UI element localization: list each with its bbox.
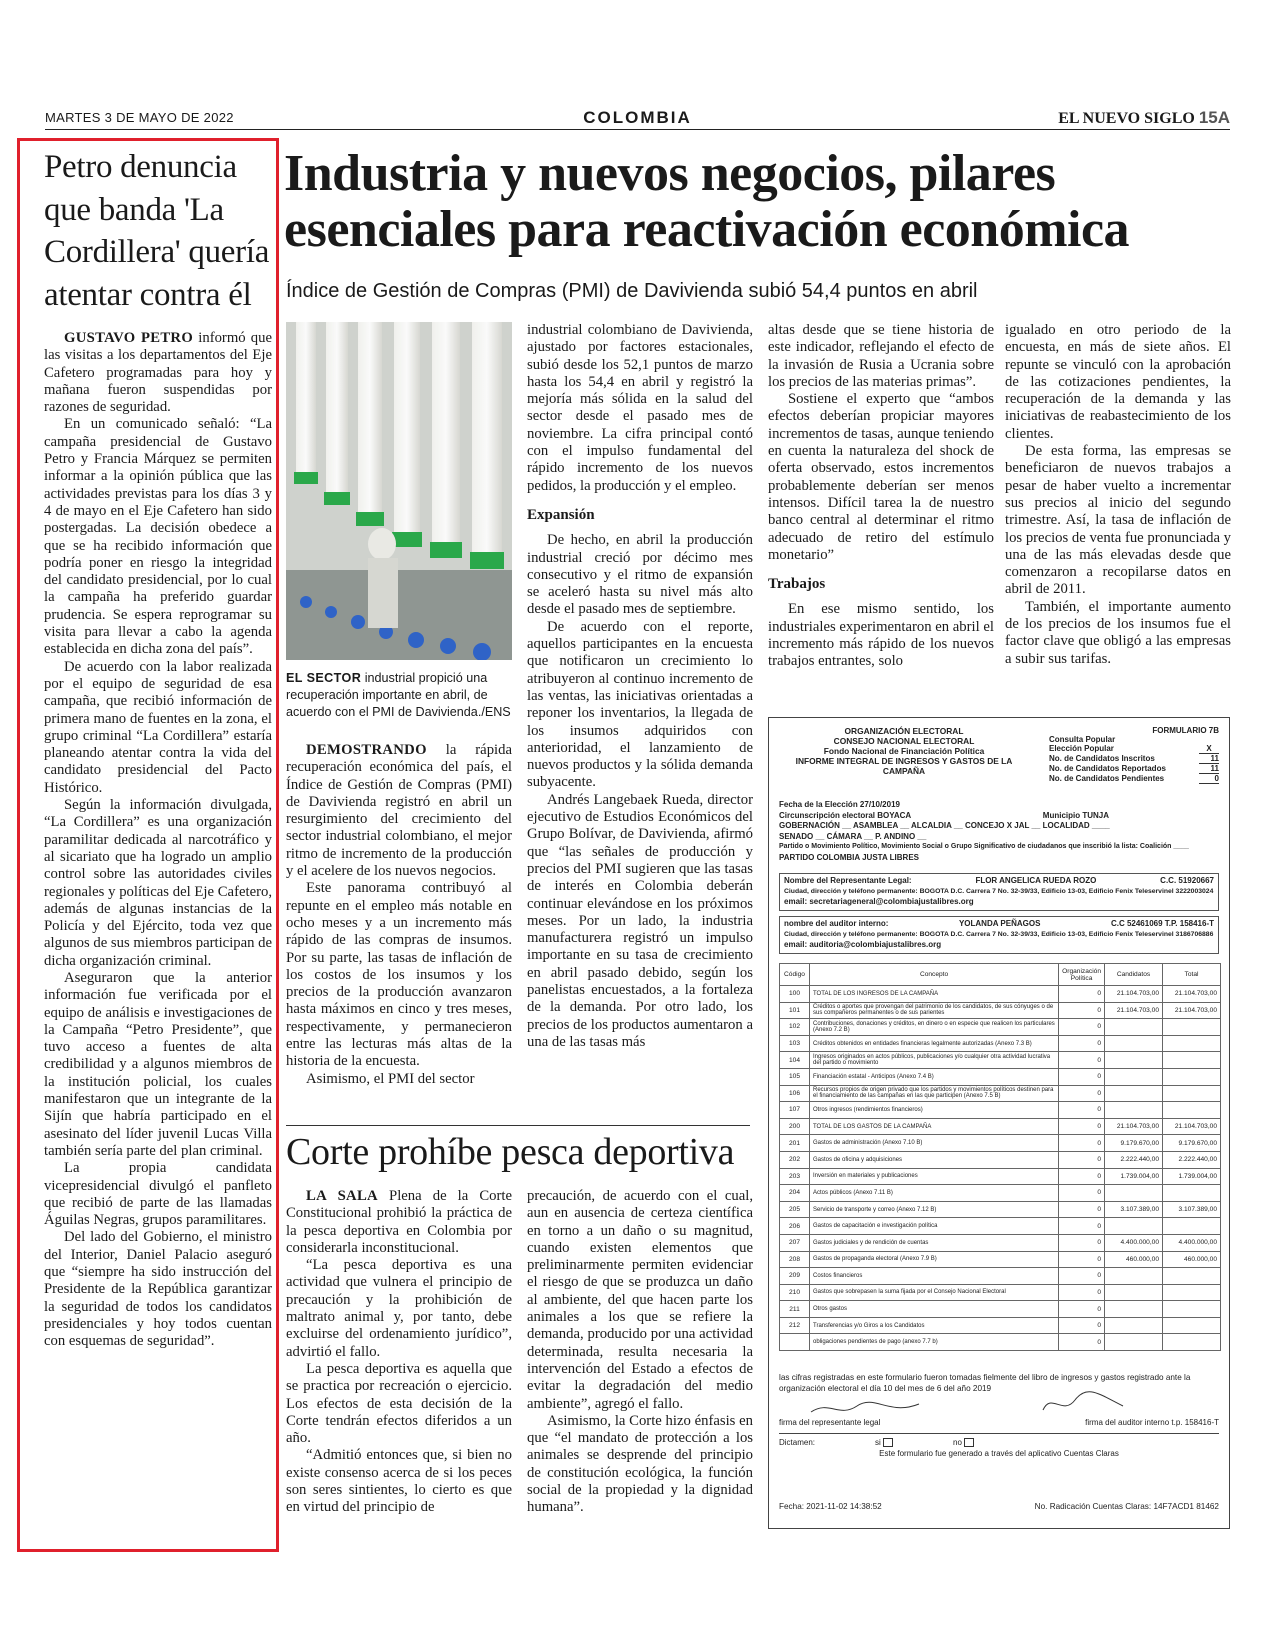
row-concept: Gastos judiciales y de rendición de cuentas: [810, 1234, 1059, 1251]
si-label: si: [875, 1438, 881, 1447]
paragraph: La propia candidata vicepresidencial divulgó el panfleto que recibió de parte de las llamadas Águilas Negras, grupos paramilitares.: [44, 1160, 272, 1229]
dictamen-no: [953, 1438, 974, 1449]
row-code: 103: [780, 1035, 810, 1052]
textile-factory-photo: [286, 322, 512, 660]
row-code: 105: [780, 1068, 810, 1085]
count-value: 11: [1199, 764, 1219, 774]
row-org: 0: [1059, 1052, 1105, 1069]
row-org: 0: [1059, 1135, 1105, 1152]
count-label: No. de Candidatos Pendientes: [1049, 774, 1165, 783]
row-org: 0: [1059, 1035, 1105, 1052]
row-org: 0: [1059, 1085, 1105, 1102]
count-value: 0: [1199, 774, 1219, 784]
row-org: 0: [1059, 1168, 1105, 1185]
paragraph: De acuerdo con la labor realizada por el equipo de seguridad de esa campaña, que recibió información de primera mano de fuentes en la zona, el grupo criminal “La Cordillera” estaría planeando atentar contra la vida del candidato presidencial del Pacto Histórico.: [44, 658, 272, 796]
party-label: Partido o Movimiento Político, Movimiento Social o Grupo Significativo de ciudadanos que inscribió la lista: Coalición ____: [779, 843, 1189, 850]
row-code: 209: [780, 1268, 810, 1285]
paragraph: En ese mismo sentido, los industriales experimentaron en abril el incremento más rápido de los nuevos trabajos entrantes, solo: [768, 601, 994, 670]
row-code: [780, 1334, 810, 1351]
row-total: [1163, 1218, 1221, 1235]
count-label: No. de Candidatos Reportados: [1049, 764, 1166, 773]
row-candidates: 3.107.389,00: [1105, 1201, 1163, 1218]
row-concept: Recursos propios de origen privado que los partidos y movimientos políticos destinen para el financiamiento de las campañas en las que participen (Anexo 7.5 B): [810, 1085, 1059, 1102]
form-count-row: [1049, 754, 1219, 764]
row-concept: TOTAL DE LOS INGRESOS DE LA CAMPAÑA: [810, 986, 1059, 1003]
aud-label: nombre del auditor interno:: [784, 919, 889, 928]
row-org: 0: [1059, 1334, 1105, 1351]
form-count-row: [1049, 774, 1219, 784]
corte-article-column-2: [527, 1188, 753, 1517]
row-total: [1163, 1085, 1221, 1102]
row-candidates: 2.222.440,00: [1105, 1151, 1163, 1168]
row-concept: Gastos de administración (Anexo 7.10 B): [810, 1135, 1059, 1152]
row-candidates: [1105, 1301, 1163, 1318]
row-candidates: 21.104.703,00: [1105, 1002, 1163, 1019]
row-org: 0: [1059, 1301, 1105, 1318]
form-signatures: [779, 1418, 1219, 1434]
col-header: Candidatos: [1105, 964, 1163, 986]
subhead-trabajos: Trabajos: [768, 576, 826, 593]
row-candidates: [1105, 1317, 1163, 1334]
row-total: 2.222.440,00: [1163, 1151, 1221, 1168]
paragraph-text: la rápida recuperación económica del país, el Índice de Gestión de Compras (PMI) de Davivienda registró en abril un resurgimiento del crecimiento del sector industrial colombiano, el mejor ritmo de incremento de la producción y el acelere de los nuevos negocios.: [286, 742, 512, 880]
row-total: [1163, 1035, 1221, 1052]
row-code: 106: [780, 1085, 810, 1102]
paragraph: Asimismo, la Corte hizo énfasis en que “el mandato de protección a los animales se desprende del principio de constitución ecológica, la función social de la propiedad y la dignidad humana”.: [527, 1412, 753, 1516]
row-total: 21.104.703,00: [1163, 986, 1221, 1003]
table-row: [780, 1201, 1221, 1218]
row-code: 206: [780, 1218, 810, 1235]
form-footer: [779, 1502, 1219, 1513]
cert-text: las cifras registradas en este formulario fueron tomadas fielmente del libro de ingresos y gastos registrado ante la organización electoral el día 10 del mes de 6 del año 2019: [779, 1373, 1191, 1393]
paragraph-text: informó que las visitas a los departamentos del Eje Cafetero programadas para hoy y mañana fueron suspendidas por razones de seguridad.: [44, 330, 272, 416]
lead-caps: GUSTAVO PETRO: [64, 330, 194, 346]
election-date: Fecha de la Elección 27/10/2019: [779, 800, 900, 809]
main-article-deck: Índice de Gestión de Compras (PMI) de Davivienda subió 54,4 puntos en abril: [286, 280, 978, 302]
paragraph: Asimismo, el PMI del sector: [306, 1070, 475, 1087]
table-row: [780, 1135, 1221, 1152]
paragraph: De hecho, en abril la producción industrial creció por décimo mes consecutivo y el ritmo de expansión se aceleró hasta su nivel más alto desde el pasado mes de septiembre.: [527, 532, 753, 618]
table-row: [780, 1284, 1221, 1301]
main-article-column-3: [768, 322, 994, 671]
rep-address: Ciudad, dirección y teléfono permanente: BOGOTA D.C. Carrera 7 No. 32-39/33, Edificio 13-03, Edificio Fenix Teleservinel 3222003024: [784, 887, 1214, 895]
row-code: 101: [780, 1002, 810, 1019]
gob-line: GOBERNACIÓN __ ASAMBLEA __ ALCALDIA __ CONCEJO X JAL __ LOCALIDAD ____: [779, 821, 1110, 830]
count-label: Consulta Popular: [1049, 735, 1116, 744]
paragraph: altas desde que se tiene historia de este indicador, reflejando el efecto de la invasión de Rusia a Ucrania sobre los precios de las materias primas”.: [768, 322, 994, 390]
table-row: [780, 1234, 1221, 1251]
row-code: 200: [780, 1118, 810, 1135]
paragraph: “Admitió entonces que, si bien no existe consenso acerca de si los peces son seres sintientes, lo cierto es que en virtud del principio de: [286, 1447, 512, 1516]
table-row: [780, 1317, 1221, 1334]
col-header: Organización Política: [1059, 964, 1105, 986]
row-concept: Ingresos originados en actos públicos, publicaciones y/o cualquier otra actividad lucrativa del partido o movimiento: [810, 1052, 1059, 1069]
form-right-header: [1049, 726, 1219, 784]
paragraph: Según la información divulgada, “La Cordillera” es una organización paramilitar dedicada al narcotráfico y al sicariato que ha logrado un amplio control sobre las autoridades civiles regionales y políticas del Eje Cafetero, además de algunas instancias de la Policía y del Ejército, toda vez que algunos de sus miembros participan de dicha organización criminal.: [44, 797, 273, 969]
corte-article-headline: Corte prohíbe pesca deportiva: [286, 1131, 735, 1173]
row-total: [1163, 1284, 1221, 1301]
main-article-column-4: [1005, 322, 1231, 668]
main-article-column-1: [286, 742, 512, 1088]
footer-row: [779, 1502, 1219, 1513]
no-checkbox[interactable]: [964, 1438, 974, 1447]
row-concept: Otros gastos: [810, 1301, 1059, 1318]
row-total: [1163, 1019, 1221, 1036]
electoral-form: [768, 717, 1230, 1529]
row-concept: Créditos obtenidos en entidades financieras legalmente autorizadas (Anexo 7.3 B): [810, 1035, 1059, 1052]
photo-illustration: [286, 322, 512, 660]
paragraph: Aseguraron que la anterior información fue verificada por el equipo de análisis e investigaciones de la Campaña “Petro Presidente”, que tuvo acceso a fuentes de alta credibilidad y a algunos miembros de la institución policial, los cuales manifestaron que un integrante de la Sijín que habría participado en el asesinato del líder juvenil Lucas Villa también sería parte del plan criminal.: [44, 969, 272, 1159]
col-header: Código: [780, 964, 810, 986]
income-expense-table: [779, 963, 1221, 1351]
form-rep-box: [779, 873, 1219, 911]
row-total: [1163, 1052, 1221, 1069]
table-row: [780, 1268, 1221, 1285]
table-row: [780, 986, 1221, 1003]
row-candidates: 9.179.670,00: [1105, 1135, 1163, 1152]
table-row: [780, 1068, 1221, 1085]
paragraph: [286, 742, 512, 880]
main-article-column-2: [527, 322, 753, 1051]
table-row: [780, 1334, 1221, 1351]
form-org-header: [779, 726, 1029, 776]
row-concept: Gastos de oficina y adquisiciones: [810, 1151, 1059, 1168]
row-total: 1.739.004,00: [1163, 1168, 1221, 1185]
paragraph: De esta forma, las empresas se beneficiaron de nuevos trabajos a pesar de haber vuelto a incrementar sus precios al inicio del segundo trimestre. Así, la tasa de inflación de los precios de venta fue pronunciada y una de las más elevadas desde que comenzaron a recopilarse datos en abril de 2011.: [1005, 443, 1231, 598]
dictamen-label: Dictamen:: [779, 1438, 816, 1447]
paper-name: EL NUEVO SIGLO: [1058, 110, 1195, 127]
form-org-line: Fondo Nacional de Financiación Política: [823, 746, 985, 756]
aud-row: [784, 919, 1214, 930]
sign-aud-label: firma del auditor interno t.p. 158416-T: [1085, 1418, 1219, 1427]
row-org: 0: [1059, 1019, 1105, 1036]
row-code: 104: [780, 1052, 810, 1069]
table-row: [780, 1035, 1221, 1052]
row-candidates: [1105, 1019, 1163, 1036]
table-header-row: [780, 964, 1221, 986]
row-candidates: 1.739.004,00: [1105, 1168, 1163, 1185]
masthead: [45, 108, 1230, 130]
table-row: [780, 1052, 1221, 1069]
corte-article-column-1: [286, 1188, 512, 1517]
row-total: 9.179.670,00: [1163, 1135, 1221, 1152]
section-divider: [286, 1125, 750, 1126]
row-concept: Créditos o aportes que provengan del patrimonio de los candidatos, de sus cónyuges o de sus compañeros permanentes o de sus parientes: [810, 1002, 1059, 1019]
row-org: 0: [1059, 1002, 1105, 1019]
row-code: 107: [780, 1102, 810, 1119]
paragraph: “La pesca deportiva es una actividad que vulnera el principio de precaución y la prohibición de maltrato animal y, por tanto, debe excluirse del ordenamiento jurídico”, advirtió el fallo.: [286, 1257, 512, 1360]
circ-row: [779, 811, 1219, 822]
paragraph: La pesca deportiva es aquella que se practica por recreación o ejercicio. Los efectos de esta decisión de la Corte tendrán efectos diferidos a un año.: [286, 1360, 512, 1447]
row-concept: Actos públicos (Anexo 7.11 B): [810, 1185, 1059, 1202]
row-code: 201: [780, 1135, 810, 1152]
count-label: No. de Candidatos Inscritos: [1049, 754, 1155, 763]
form-auditor-box: [779, 916, 1219, 954]
row-total: [1163, 1185, 1221, 1202]
paragraph: [44, 330, 272, 416]
count-value: X: [1199, 744, 1219, 754]
row-candidates: 460.000,00: [1105, 1251, 1163, 1268]
col-header: Total: [1163, 964, 1221, 986]
row-org: 0: [1059, 1317, 1105, 1334]
row-candidates: [1105, 1052, 1163, 1069]
aud-address: Ciudad, dirección y teléfono permanente: BOGOTA D.C. Carrera 7 No. 32-39/33, Edificio 13-03, Edificio Fenix Teleservinel 3186706886: [784, 930, 1214, 938]
table-row: [780, 1301, 1221, 1318]
page-number: 15A: [1198, 108, 1230, 127]
form-org-line: INFORME INTEGRAL DE INGRESOS Y GASTOS DE LA CAMPAÑA: [795, 756, 1013, 776]
sen-line: SENADO __ CÁMARA __ P. ANDINO __: [779, 831, 927, 841]
row-concept: obligaciones pendientes de pago (anexo 7.7 b): [810, 1334, 1059, 1351]
row-org: 0: [1059, 1268, 1105, 1285]
paragraph: En un comunicado señaló: “La campaña presidencial de Gustavo Petro y Francia Márquez se permiten informar a la opinión pública que las actividades previstas para los días 3 y 4 de mayo en el Eje Cafetero han sido postergadas. La decisión obedece a que se ha recibido información que podría poner en riesgo la integridad del candidato presidencial, por lo cual la campaña ha preferido guardar prudencia. Se espera reprogramar su visita para llevar a cabo la agenda establecida en dicha zona del país”.: [44, 416, 272, 658]
row-org: 0: [1059, 1118, 1105, 1135]
row-concept: TOTAL DE LOS GASTOS DE LA CAMPAÑA: [810, 1118, 1059, 1135]
row-candidates: 4.400.000,00: [1105, 1234, 1163, 1251]
section-name: COLOMBIA: [583, 108, 692, 127]
table-row: [780, 1102, 1221, 1119]
rep-email: email: secretariageneral@colombiajustalibres.org: [784, 897, 974, 906]
paragraph-text: Plena de la Corte Constitucional prohibió la práctica de la pesca deportiva en Colombia por considerarla inconstitucional.: [286, 1188, 512, 1256]
form-dictamen: [779, 1438, 1219, 1459]
table-row: [780, 1002, 1221, 1019]
aud-name: YOLANDA PEÑAGOS: [958, 919, 1041, 928]
row-org: 0: [1059, 1234, 1105, 1251]
generated-note: Este formulario fue generado a través del aplicativo Cuentas Claras: [879, 1448, 1119, 1458]
paragraph: Andrés Langebaek Rueda, director ejecutivo de Estudios Económicos del Grupo Bolívar, de Davivienda, afirmó que “las señales de producción y precios del PMI sugieren que las tasas de interés en Colombia deberán continuar elevándose en los próximos meses. Por un lado, la industria manufacturera registró un impulso importante en su tasa de crecimiento en abril pasado debido, según los panelistas encuestados, a la fortaleza de la demanda. Por otro lado, los precios de los productos aumentaron a una de las tasas más: [527, 791, 753, 1050]
row-candidates: [1105, 1218, 1163, 1235]
row-org: 0: [1059, 1068, 1105, 1085]
paragraph: Este panorama contribuyó al repunte en el empleo más notable en ocho meses y a un incremento más rápido de las compras de insumos. Por su parte, las tasas de inflación de los costos de los insumos y los precios de la producción avanzaron hasta máximos en cinco y tres meses, respectivamente, y permanecieron entre las lecturas más altas de la historia de la encuesta.: [286, 880, 512, 1070]
row-code: 203: [780, 1168, 810, 1185]
si-checkbox[interactable]: [883, 1438, 893, 1447]
row-concept: Gastos que sobrepasen la suma fijada por el Consejo Nacional Electoral: [810, 1284, 1059, 1301]
auditor-signature-scribble: [1039, 1390, 1129, 1418]
row-org: 0: [1059, 986, 1105, 1003]
rep-label: Nombre del Representante Legal:: [784, 876, 912, 885]
left-article: [44, 146, 272, 1351]
row-code: 208: [780, 1251, 810, 1268]
row-candidates: [1105, 1268, 1163, 1285]
row-org: 0: [1059, 1218, 1105, 1235]
row-code: 211: [780, 1301, 810, 1318]
row-org: 0: [1059, 1185, 1105, 1202]
row-code: 212: [780, 1317, 810, 1334]
row-total: [1163, 1068, 1221, 1085]
form-fecha: Fecha: 2021-11-02 14:38:52: [779, 1502, 882, 1511]
row-candidates: [1105, 1068, 1163, 1085]
form-org-line: CONSEJO NACIONAL ELECTORAL: [833, 736, 975, 746]
signature-row: [779, 1418, 1219, 1429]
row-total: 3.107.389,00: [1163, 1201, 1221, 1218]
rep-name: FLOR ANGELICA RUEDA ROZO: [975, 876, 1097, 885]
row-org: 0: [1059, 1251, 1105, 1268]
table-row: [780, 1019, 1221, 1036]
aud-email: email: auditoria@colombiajustalibres.org: [784, 940, 942, 949]
paragraph: [286, 1188, 512, 1257]
row-concept: Transferencias y/o Giros a los Candidatos: [810, 1317, 1059, 1334]
lead-caps: DEMOSTRANDO: [306, 742, 427, 758]
row-candidates: [1105, 1334, 1163, 1351]
paragraph: industrial colombiano de Davivienda, ajustado por factores estacionales, subió desde los 52,1 puntos de marzo hasta los 54,4 en abril y registró la mejoría más sólida en la salud del sector desde el pasado mes de noviembre. La cifra principal contó con el impulso fundamental del rápido incremento de los nuevos pedidos, la producción y el empleo.: [527, 322, 753, 494]
row-total: 21.104.703,00: [1163, 1002, 1221, 1019]
row-code: 202: [780, 1151, 810, 1168]
row-concept: Inversión en materiales y publicaciones: [810, 1168, 1059, 1185]
row-candidates: [1105, 1185, 1163, 1202]
lead-caps: LA SALA: [306, 1188, 378, 1204]
no-label: no: [953, 1438, 962, 1447]
table-row: [780, 1185, 1221, 1202]
row-code: 210: [780, 1284, 810, 1301]
row-candidates: [1105, 1085, 1163, 1102]
paragraph: precaución, de acuerdo con el cual, aun en ausencia de certeza científica en torno a un daño o su magnitud, cuando existen elementos que preliminarmente permiten evidenciar el riesgo de que se produzca un daño al ambiente, del que hacen parte los animales a los que se refiere la demanda, producido por una actividad determinada, resulta necesaria la intervención del Estado a efectos de evitar la degradación del medio ambiente”, agregó el fallo.: [527, 1188, 753, 1412]
row-org: 0: [1059, 1284, 1105, 1301]
row-code: 102: [780, 1019, 810, 1036]
row-concept: Servicio de transporte y correo (Anexo 7.12 B): [810, 1201, 1059, 1218]
row-org: 0: [1059, 1102, 1105, 1119]
row-concept: Financiación estatal - Anticipos (Anexo 7.4 B): [810, 1068, 1059, 1085]
left-article-headline: Petro denuncia que banda 'La Cordillera' quería atentar contra él: [44, 149, 270, 313]
row-concept: Gastos de propaganda electoral (Anexo 7.9 B): [810, 1251, 1059, 1268]
rep-signature-scribble: [809, 1398, 929, 1420]
subhead-expansion: Expansión: [527, 506, 595, 523]
newspaper-name: [1058, 108, 1230, 128]
row-total: [1163, 1301, 1221, 1318]
count-value: 11: [1199, 754, 1219, 764]
form-election-info: [779, 800, 1219, 863]
row-org: 0: [1059, 1201, 1105, 1218]
table-row: [780, 1151, 1221, 1168]
form-radicacion: No. Radicación Cuentas Claras: 14F7ACD1 81462: [1034, 1502, 1219, 1511]
row-code: 205: [780, 1201, 810, 1218]
row-concept: Contribuciones, donaciones y créditos, en dinero o en especie que realicen los particulares (Anexo 7.2 B): [810, 1019, 1059, 1036]
circunscripcion: Circunscripción electoral BOYACA: [779, 810, 912, 820]
row-total: [1163, 1334, 1221, 1351]
row-candidates: 21.104.703,00: [1105, 1118, 1163, 1135]
row-code: 204: [780, 1185, 810, 1202]
paragraph: igualado en otro periodo de la encuesta, en más de siete años. El repunte se vinculó con la aprobación de las cotizaciones pendientes, la recuperación de la demanda y las iniciativas de reabastecimiento de los clientes.: [1005, 322, 1231, 442]
caption-caps: EL SECTOR: [286, 671, 362, 685]
party-name: PARTIDO COLOMBIA JUSTA LIBRES: [779, 852, 919, 862]
row-total: 460.000,00: [1163, 1251, 1221, 1268]
form-count-row: [1049, 764, 1219, 774]
row-candidates: 21.104.703,00: [1105, 986, 1163, 1003]
count-label: Elección Popular: [1049, 744, 1114, 753]
paragraph: También, el importante aumento de los precios de los insumos fue el factor clave que obligó a las empresas a subir sus tarifas.: [1005, 598, 1231, 667]
table-row: [780, 1251, 1221, 1268]
row-total: [1163, 1317, 1221, 1334]
paragraph: Sostiene el experto que “ambos efectos deberían propiciar mayores incrementos de tasas, aunque teniendo en cuenta la naturaleza del shock de oferta observado, estos incrementos probablemente deberían ser menos intensos. Difícil tarea la de nuestro banco central al determinar el ritmo adecuado de retiro del estímulo monetario”: [768, 391, 994, 563]
row-code: 100: [780, 986, 810, 1003]
main-article-headline: Industria y nuevos negocios, pilares esenciales para reactivación económica: [284, 145, 1130, 258]
sign-rep-label: firma del representante legal: [779, 1418, 881, 1427]
row-org: 0: [1059, 1151, 1105, 1168]
row-candidates: [1105, 1284, 1163, 1301]
dictamen-row: [779, 1438, 1219, 1449]
col-header: Concepto: [810, 964, 1059, 986]
edition-date: MARTES 3 DE MAYO DE 2022: [45, 110, 234, 125]
municipio: Municipio TUNJA: [1042, 810, 1109, 820]
rep-row: [784, 876, 1214, 887]
dictamen-si: [875, 1438, 893, 1449]
form-count-row: [1049, 735, 1219, 744]
table-row: [780, 1085, 1221, 1102]
row-total: 21.104.703,00: [1163, 1118, 1221, 1135]
aud-cc: C.C 52461069 T.P. 158416-T: [1110, 919, 1214, 928]
table-row: [780, 1218, 1221, 1235]
caption-text: industrial propició una recuperación importante en abril, de acuerdo con el PMI de Davivienda./ENS: [286, 671, 511, 719]
row-total: 4.400.000,00: [1163, 1234, 1221, 1251]
row-candidates: [1105, 1035, 1163, 1052]
row-total: [1163, 1102, 1221, 1119]
row-concept: Gastos de capacitación e investigación política: [810, 1218, 1059, 1235]
row-candidates: [1105, 1102, 1163, 1119]
form-org-line: ORGANIZACIÓN ELECTORAL: [844, 726, 964, 736]
paragraph: De acuerdo con el reporte, aquellos participantes en la encuesta que notificaron un crecimiento lo atribuyeron al continuo incremento de las ventas, las iniciativas orientadas a reponer los inventarios, la llegada de los insumos adquiridos con anterioridad, el lanzamiento de nuevos productos y la sólida demanda subyacente.: [527, 618, 753, 791]
paragraph: Del lado del Gobierno, el ministro del Interior, Daniel Palacio aseguró que “siempre ha sido instrucción del Presidente de la República garantizar la seguridad de todos los candidatos presidenciales y hoy todos cuentan con esquemas de seguridad”.: [44, 1229, 272, 1350]
table-row: [780, 1118, 1221, 1135]
form-certification: [779, 1373, 1219, 1394]
photo-caption: [286, 670, 512, 721]
row-concept: Otros ingresos (rendimientos financieros): [810, 1102, 1059, 1119]
form-count-row: [1049, 744, 1219, 754]
left-article-body: [44, 330, 272, 1351]
rep-cc: C.C. 51920667: [1160, 876, 1214, 885]
row-total: [1163, 1268, 1221, 1285]
table-row: [780, 1168, 1221, 1185]
row-concept: Costos financieros: [810, 1268, 1059, 1285]
form-number: FORMULARIO 7B: [1152, 726, 1219, 735]
row-code: 207: [780, 1234, 810, 1251]
